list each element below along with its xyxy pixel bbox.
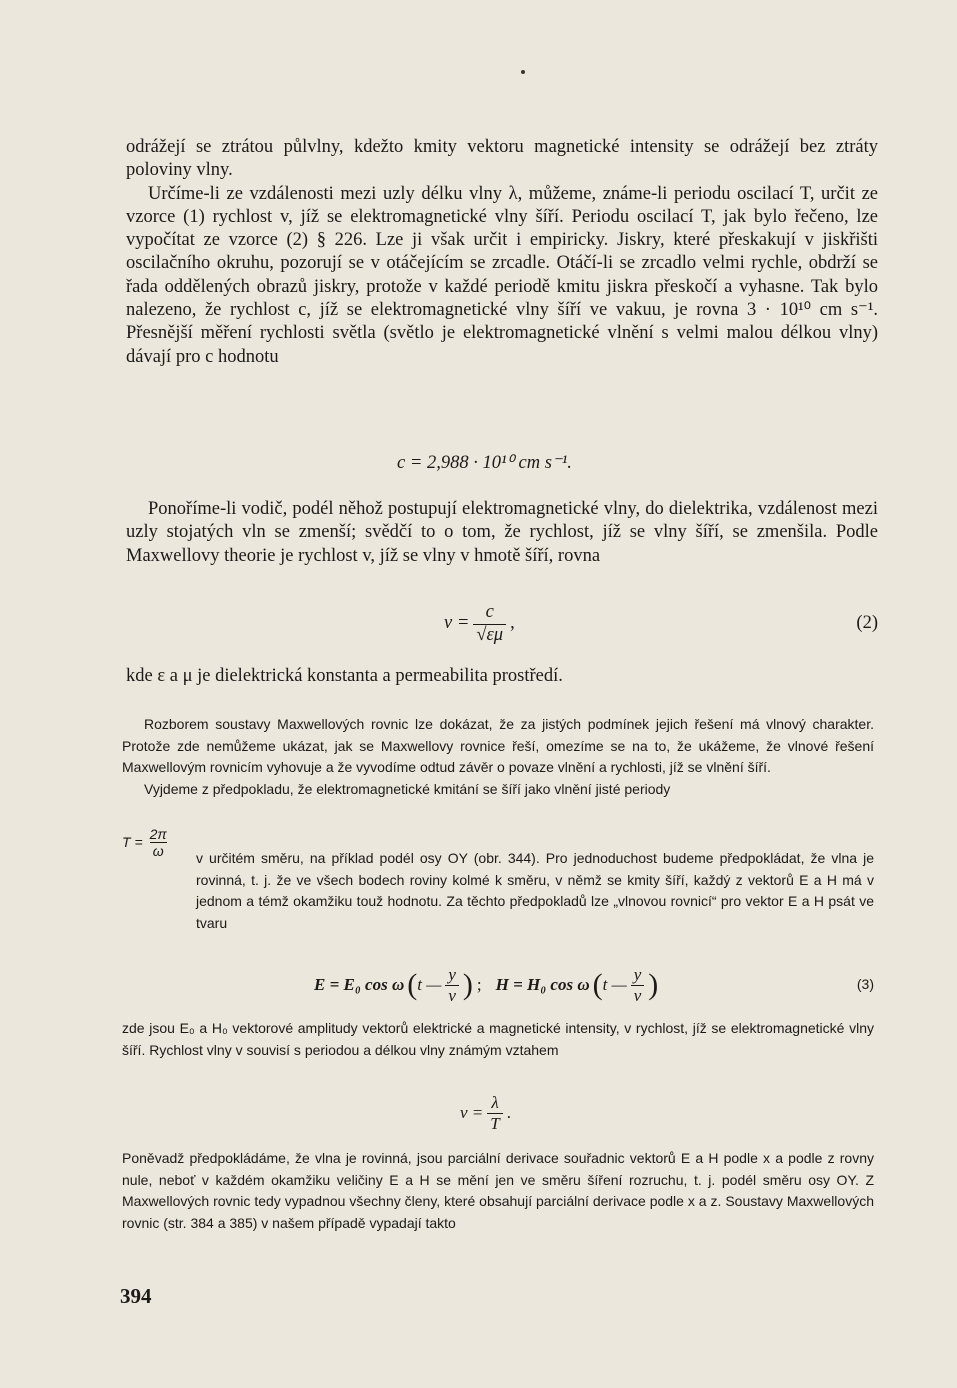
eq3-h-fraction [631,965,645,1005]
eq3-e-numerator: y [448,964,456,984]
small-text-1 [122,714,874,800]
small-text-2 [196,848,874,934]
eq2-fraction [473,602,506,646]
page-number: 394 [120,1284,152,1308]
eq2-denominator: √εμ [473,624,506,646]
small-paragraph-1: Rozborem soustavy Maxwellových rovnic lze dokázat, že za jistých podmínek jejich řešení má vlnový charakter. Protože zde nemůžeme ukázat, jak se Maxwellovy rovnice řeší, omezíme se na to, že ukážeme, že vlnové řešení Maxwellovým rovnicím vyhovuje a že vyvodíme odtud závěr o povaze vlnění a rychlosti, jíž se vlnění šíří. [122,716,874,775]
period-lhs: T = [122,833,143,850]
small-paragraph-4: Poněvadž předpokládáme, že vlna je rovinná, jsou parciální derivace souřadnic vektorů E a H podle x a podle z rovny nule, neboť v každém okamžiku veličiny E a H se mění jen ve směru šíření rozruchu, t. j. podél směru osy OY. Z Maxwellových rovnic tedy vypadnou všechny členy, které obsahují parciální derivace podle x a z. Soustavy Maxwellových rovnic (str. 384 a 385) v našem případě vypadají takto [122,1150,874,1231]
eq3-h-denominator: v [631,985,645,1006]
small-paragraph-3: zde jsou E₀ a H₀ vektorové amplitudy vektorů elektrické a magnetické intensity, v rychlost, jíž se elektromagnetické vlny šíří. Rychlost vlny v souvisí s periodou a délkou vlny známým vztahem [122,1020,874,1058]
main-text-upper [126,136,878,369]
equation-c [126,452,878,475]
eq3-e-fraction [445,965,459,1005]
paragraph-3: Ponoříme-li vodič, podél něhož postupují elektromagnetické vlny, do dielektrika, vzdálenost mezi uzly stojatých vln se zmenší; svědčí to o tom, že rychlost, jíž se vlny šíří, se zmenšila. Podle Maxwellovy theorie je rychlost v, jíž se vlny v hmotě šíří, rovna [126,499,878,566]
equation-c-text: c = 2,988 · 10¹⁰ cm s⁻¹. [397,453,572,473]
eq4-numerator: λ [491,1092,499,1112]
eq3-label: (3) [856,976,874,993]
eq3-h-numerator: y [633,964,642,984]
eq3-separator: ; [476,975,482,995]
main-text-lower [126,665,878,688]
eq3-e-inner: t — [417,975,442,995]
eq4-denominator: T [487,1113,502,1134]
small-paragraph-2a: Vyjdeme z předpokladu, že elektromagnetické kmitání se šíří jako vlnění jisté periody [144,780,671,797]
eq4-lhs: v = [460,1103,484,1123]
main-text-middle [126,498,878,568]
small-text-3 [122,1018,874,1061]
paragraph-4: kde ε a μ je dielektrická konstanta a permeabilita prostředí. [126,666,563,686]
small-paragraph-2b: v určitém směru, na příklad podél osy OY (obr. 344). Pro jednoduchost budeme předpokládat, že vlna je rovinná, t. j. že ve všech bodech roviny kolmé k směru, v němž se kmity šíří, každý z vektorů E a H má v jednom a témž okamžiku touž hodnotu. Za těchto předpokladů lze „vlnovou rovnicí“ pro vektor E a H psát ve tvaru [196,850,874,931]
speck-mark [521,70,525,74]
equation-4 [122,1090,874,1136]
paragraph-2: Určíme-li ze vzdálenosti mezi uzly délku vlny λ, můžeme, známe-li periodu oscilací T, určit ze vzorce (1) rychlost v, jíž se elektromagnetické vlny šíří. Periodu oscilací T, jak bylo řečeno, lze vypočítat ze vzorce (2) § 226. Lze ji však určit i empiricky. Jiskry, které přeskakují v jiskřišti oscilačního okruhu, pozorují se v otáčejícím se zrcadle. Otáčí-li se zrcadlo velmi rychle, obdrží se řada oddělených obrazů jiskry, protože v každé periodě kmitu jiskra přeskočí a vyhasne. Tak bylo nalezeno, že rychlost c, jíž se elektromagnetické vlny šíří ve vakuu, je rovna 3 · 10¹⁰ cm s⁻¹. Přesnější měření rychlosti světla (světlo je elektromagnetické vlnění s velmi malou délkou vlny) dávají pro c hodnotu [126,183,878,367]
eq3-h-inner: t — [602,975,627,995]
equation-3: E = E₀ cos ω ( t — $\frac{y}{v}$ ) ; H = H₀ cos ω ( t — $\frac{y}{v}$ ) (3) [314,964,874,1005]
paragraph-1: odrážejí se ztrátou půlvlny, kdežto kmity vektoru magnetické intensity se odrážejí bez ztráty poloviny vlny. [126,137,878,181]
period-fraction [147,826,170,859]
eq2-label: (2) [856,613,878,634]
eq3-e-lhs: E = E₀ cos ω [314,975,405,995]
eq2-numerator: c [485,602,494,623]
eq2-comma: , [510,613,515,634]
eq3-e-denominator: v [445,985,459,1006]
eq4-fraction [487,1093,502,1133]
eq2-lhs: v = [444,613,470,634]
equation-2 [126,596,878,652]
small-text-4 [122,1148,874,1234]
period-denominator: ω [150,842,167,859]
eq4-period: . [506,1103,511,1123]
period-numerator: 2π [149,826,167,842]
eq3-h-lhs: H = H₀ cos ω [495,975,590,995]
